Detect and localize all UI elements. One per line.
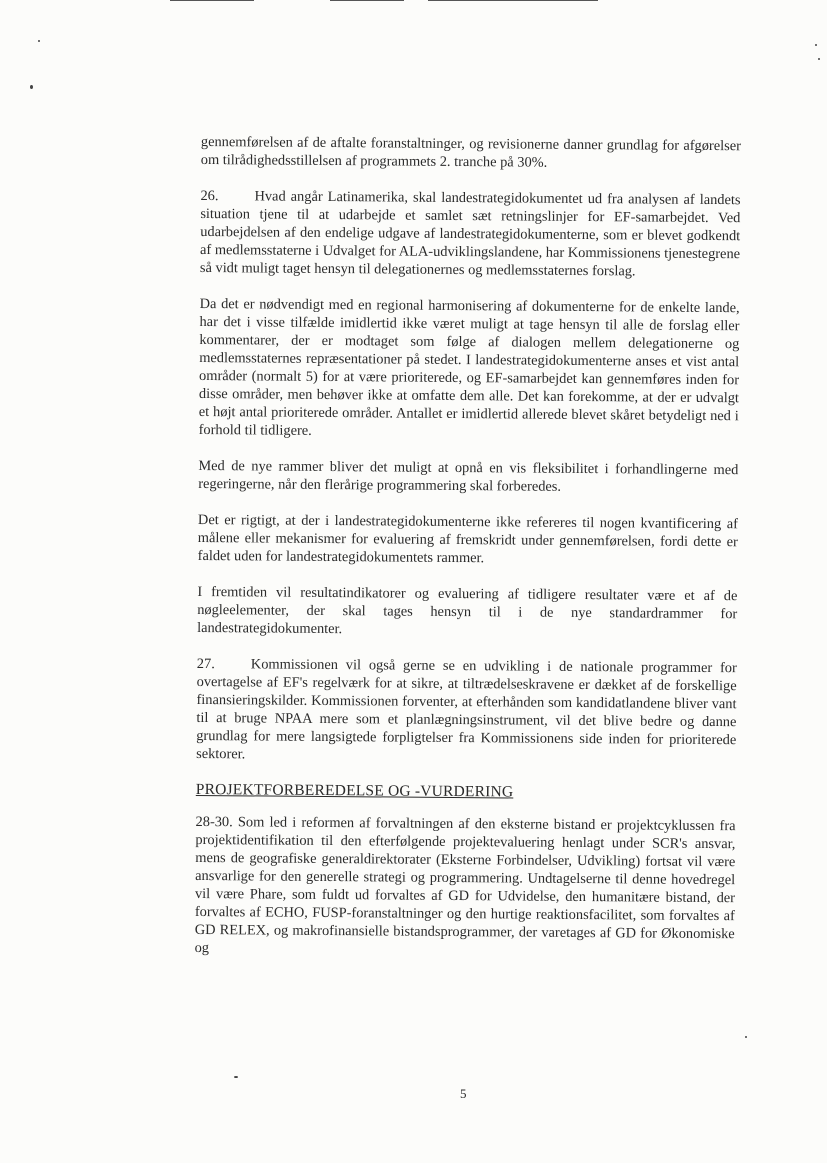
paragraph-text: Kommissionen vil også gerne se en udvikling i de nationale programmer for overtagelse af EF's regelværk for at sikre, at tiltrædelseskravene er dækket af de forskellige finansieringskilder. Kommissionen forventer, at efterhånden som kandidatlandene bliver vant til at bruge NPAA mere som et planlægningsinstrument, vil det blive bedre og danne grundlag for mere langsigtede forpligtelser fra Kommissionens side inden for prioriterede sektorer. <box>196 656 737 763</box>
paragraph <box>201 133 741 173</box>
paragraph-number: 27. <box>196 655 215 673</box>
paragraph-text: Hvad angår Latinamerika, skal landestrategidokumentet ud fra analysen af landets situation tjene til at udarbejde et samlet sæt retningslinjer for EF-samarbejdet. Ved udarbejdelsen af den endelige udgave af landestrategidokumenterne, som er blevet godkendt af medlemsstaterne i Udvalget for ALA-udviklingslandene, har Kommissionens tjenestegrene så vidt muligt taget hensyn til delegationernes og medlemsstaternes forslag. <box>199 188 741 280</box>
paragraph-text: Da det er nødvendigt med en regional harmonisering af dokumenterne for de enkelte lande, har det i visse tilfælde imidlertid ikke været muligt at tage hensyn til alle de forslag eller kommentarer, der er modtaget som følge af dialogen mellem delegationerne og medlemsstaternes repræsentationer på stedet. I landestrategidokumenterne anses et vist antal områder (normalt 5) for at være prioriterede, og EF-samarbejdet kan gennemføres inden for disse områder, men behøver ikke at omfatte dem alle. Det kan forekomme, at der er udvalgt et højt antal prioriterede områder. Antallet er imidlertid allerede blevet skåret betydeligt ned i forhold til tidligere. <box>198 295 740 439</box>
paragraph-text: Det er rigtigt, at der i landestrategidokumenterne ikke refereres til nogen kvantificering af målene eller mekanismer for evaluering af fremskridt under gennemførelsen, fordi dette er faldet uden for landestrategidokumentets rammer. <box>197 511 739 567</box>
paragraph-26 <box>200 187 741 281</box>
scan-edge-line <box>170 0 254 1</box>
paragraph-text: Med de nye rammer bliver det muligt at opnå en vis fleksibilitet i forhandlingerne med regeringerne, når den flerårige programmering skal forberedes. <box>198 457 739 495</box>
scan-edge-line <box>428 0 598 1</box>
paragraph-text: 28-30. Som led i reformen af forvaltningen af den eksterne bistand er projektcyklussen fra projektidentifikation til den efterfølgende projektevaluering henlagt under SCR's ansvar, mens de geografiske generaldirektorater (Eksterne Forbindelser, Udvikling) fortsat vil være ansvarlige for den generelle strategi og programmering. Undtagelserne til denne hovedregel vil være Phare, som fuldt ud forvaltes af GD for Udvidelse, den humanitære bistand, der forvaltes af ECHO, FUSP-foranstaltninger og den hurtige reaktionsfacilitet, som forvaltes af GD RELEX, og makrofinansielle bistandsprogrammer, der varetages af GD for Økonomiske og <box>194 813 736 957</box>
scan-speck <box>234 1076 238 1078</box>
page-number: 5 <box>460 1086 467 1101</box>
paragraph <box>198 457 738 497</box>
scan-edge-line <box>330 0 404 1</box>
paragraph <box>199 295 740 443</box>
paragraph-text: gennemførelsen af de aftalte foranstaltninger, og revisionerne danner grundlag for afgørelser om tilrådighedsstillelsen af programmets 2. tranche på 30%. <box>200 133 741 171</box>
paragraph <box>197 583 737 641</box>
paragraph <box>198 511 738 569</box>
scan-speck <box>30 85 33 89</box>
scan-speck <box>815 44 817 46</box>
document-body <box>194 133 741 979</box>
paragraph-text: I fremtiden vil resultatindikatorer og evaluering af tidligere resultater være et af de nøgleelementer, der skal tages hensyn til i de nye standardrammer for landestrategidokumenter. <box>197 583 738 638</box>
scan-speck <box>38 40 40 42</box>
scan-speck <box>818 58 820 60</box>
scan-speck <box>745 1036 747 1038</box>
paragraph-28-30 <box>195 813 736 961</box>
section-heading: PROJEKTFORBEREDELSE OG -VURDERING <box>195 780 514 801</box>
paragraph-number: 26. <box>200 187 219 205</box>
paragraph-27 <box>196 655 737 767</box>
